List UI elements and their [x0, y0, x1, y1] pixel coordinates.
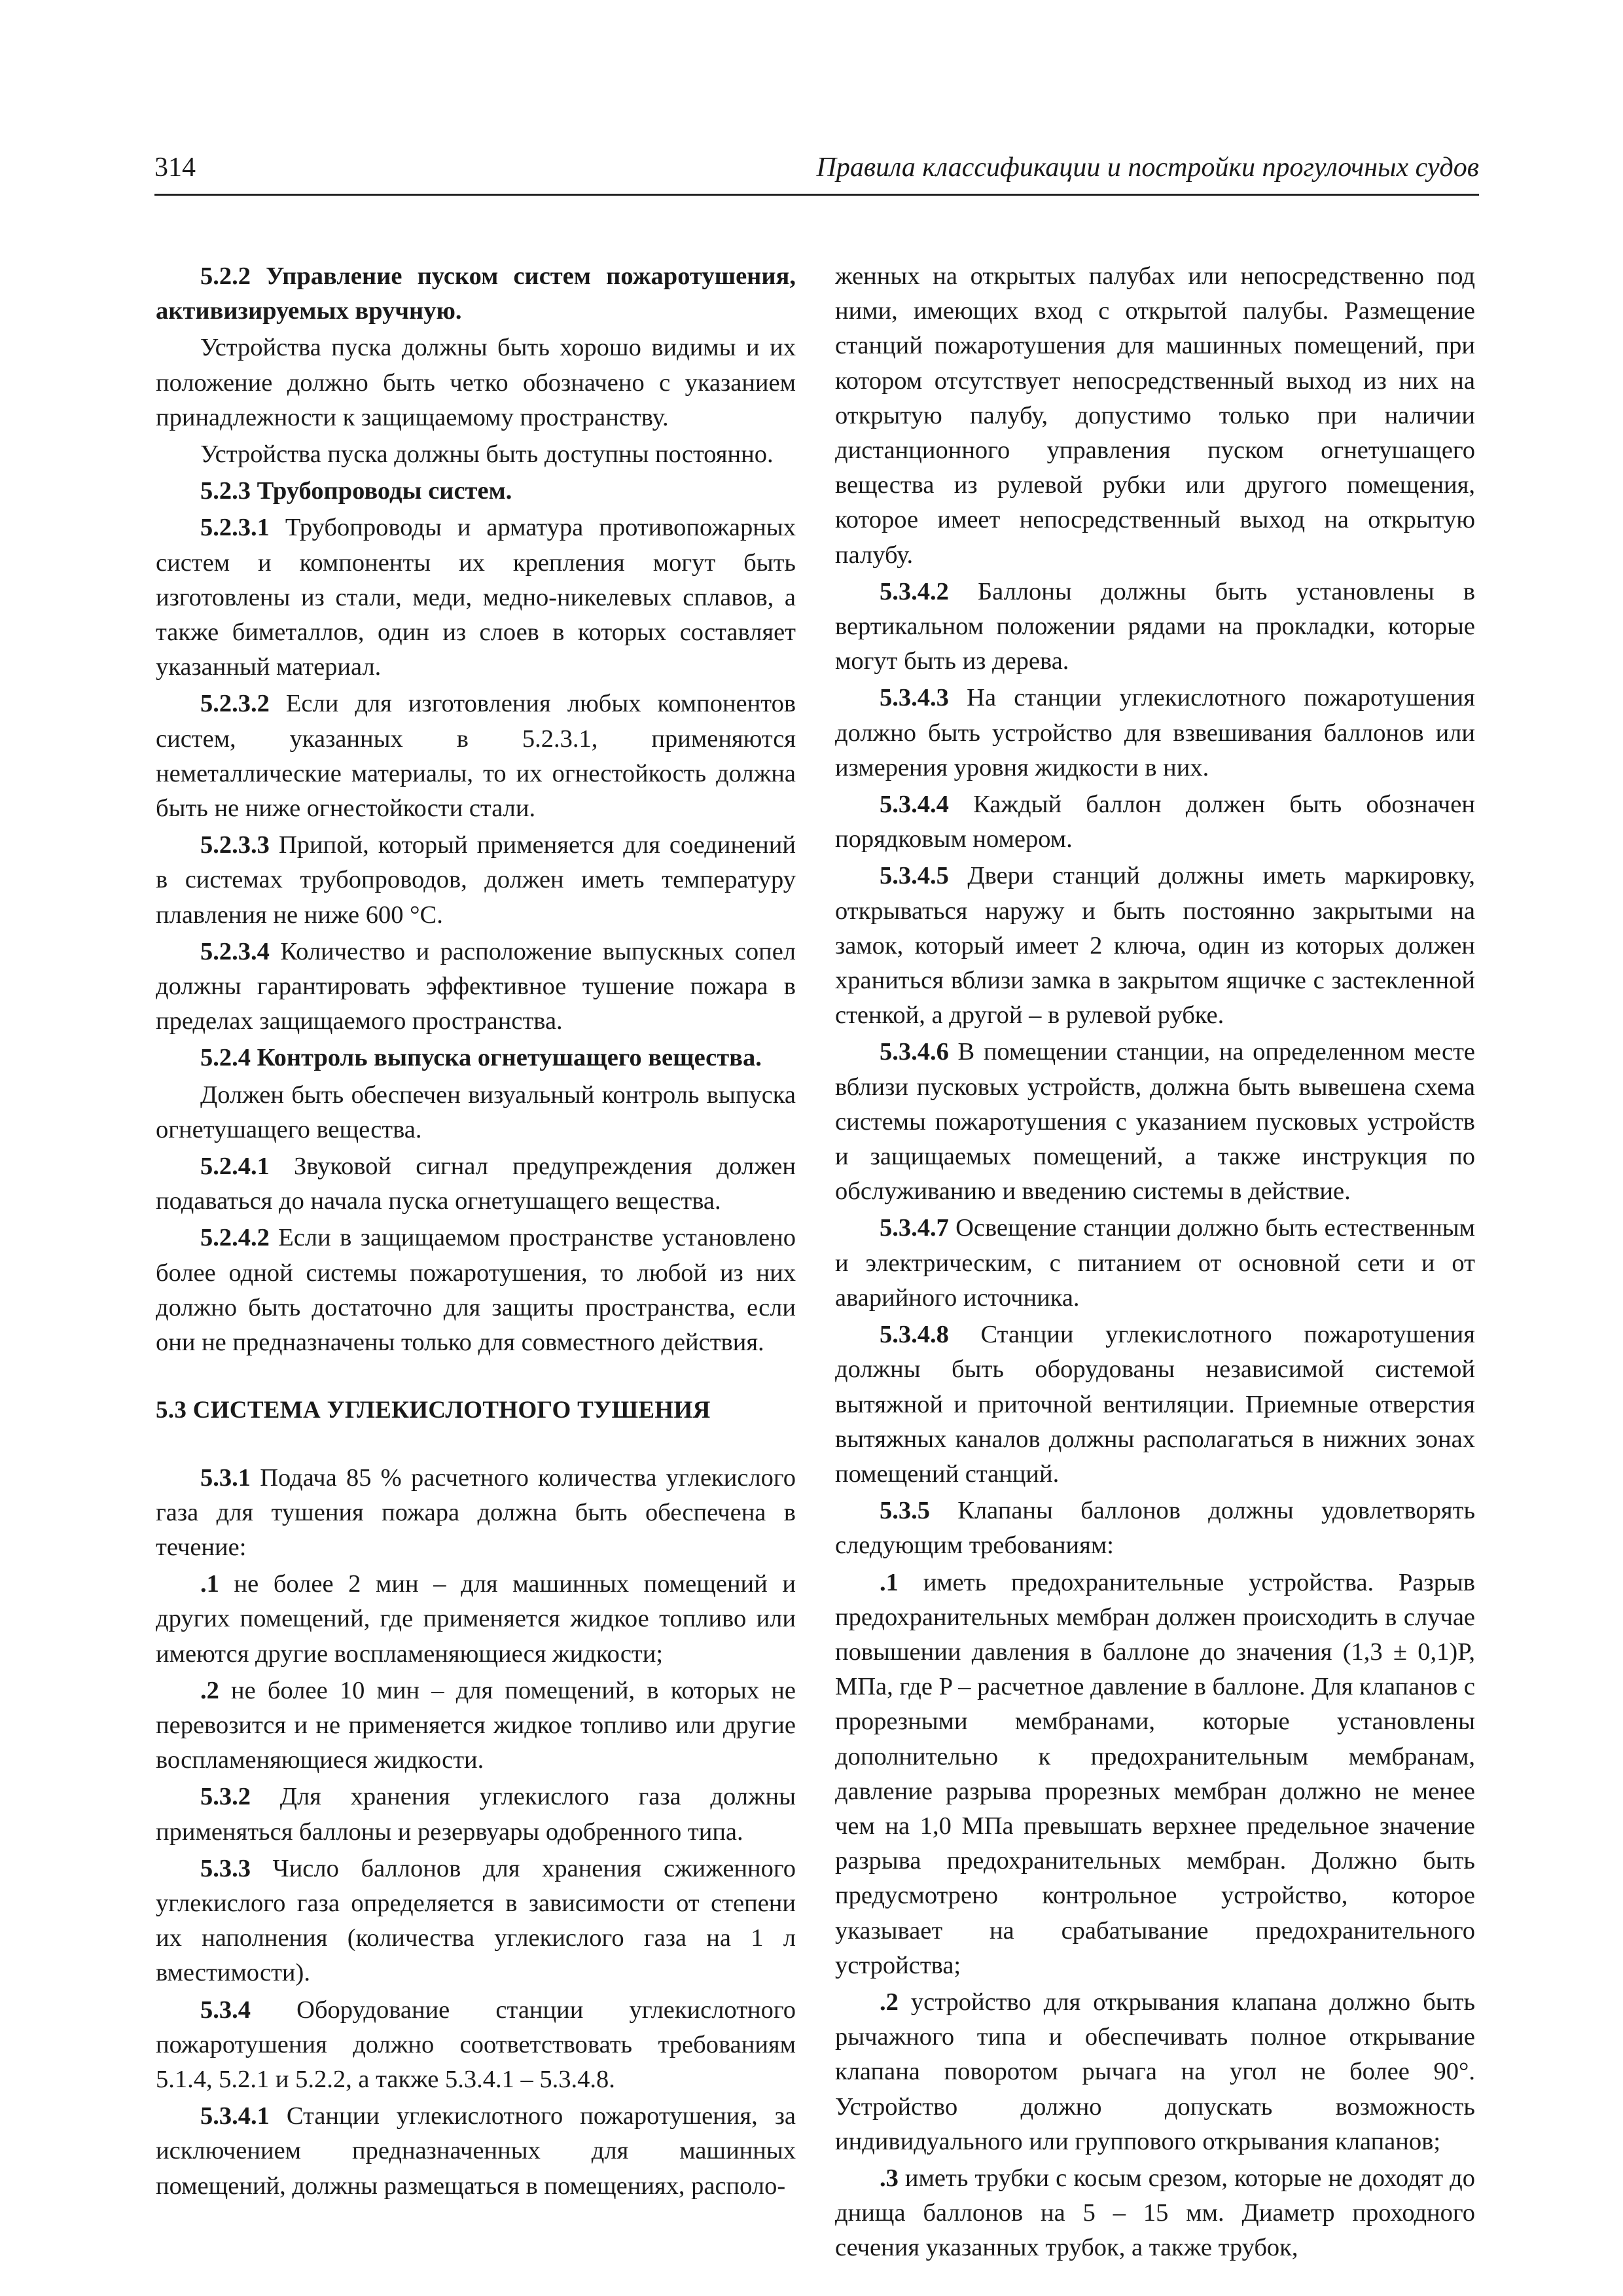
paragraph-text: Звуковой сигнал предупреждения должен подаваться до начала пуска огнетушащего вещества. [156, 1153, 796, 1215]
clause-number: 5.2.3 [200, 477, 251, 505]
paragraph [156, 1852, 796, 1991]
paragraph [835, 681, 1475, 785]
paragraph [156, 1993, 796, 2098]
paragraph-text: Освещение станции должно быть естественным и электрическим, с питанием от основной сети и от аварийного источника. [835, 1214, 1475, 1312]
paragraph [156, 1780, 796, 1849]
left-column [156, 259, 796, 2206]
paragraph [156, 437, 796, 472]
clause-number: 5.2.2 [200, 262, 251, 290]
paragraph [156, 935, 796, 1039]
paragraph [835, 787, 1475, 857]
paragraph [156, 474, 796, 509]
paragraph [156, 331, 796, 435]
section-title [156, 1393, 796, 1427]
paragraph-text: Устройства пуска должны быть доступны постоянно. [200, 440, 774, 469]
clause-number: 5.3.3 [200, 1854, 251, 1882]
page-header [154, 152, 1479, 194]
clause-number: 5.2.3.3 [200, 831, 270, 859]
paragraph-text: Должен быть обеспечен визуальный контроль выпуска огнетушащего вещества. [156, 1081, 796, 1143]
paragraph-text: Контроль выпуска огнетушащего вещества. [251, 1044, 762, 1072]
paragraph-text: Число баллонов для хранения сжиженного углекислого газа определяется в зависимости от степени их наполнения (количества углекислого газа на 1 л вместимости). [156, 1854, 796, 1987]
paragraph-text: В помещении станции, на определенном месте вблизи пусковых устройств, должна быть вывешена схема системы пожаротушения с указанием пусковых устройств и защищаемых помещений, а также инструкция по обслуживанию и введению системы в действие. [835, 1038, 1475, 1206]
clause-number: 5.2.4 [200, 1044, 251, 1072]
paragraph [156, 1461, 796, 1566]
paragraph-text: Если в защищаемом пространстве установлено более одной системы пожаротушения, то любой из них должно быть достаточно для защиты пространства, если они не предназначены только для совместного действия. [156, 1224, 796, 1357]
paragraph [156, 1149, 796, 1219]
clause-number: 5.2.4.2 [200, 1224, 270, 1252]
section-title-text: 5.3 СИСТЕМА УГЛЕКИСЛОТНОГО ТУШЕНИЯ [156, 1397, 711, 1424]
paragraph [156, 1078, 796, 1147]
paragraph [835, 1494, 1475, 1563]
running-title: Правила классификации и постройки прогулочных судов [816, 152, 1479, 183]
paragraph-text: Оборудование станции углекислотного пожаротушения должно соответствовать требованиям 5.1.4, 5.2.1 и 5.2.2, а также 5.3.4.1 – 5.3.4.8. [156, 1996, 796, 2093]
clause-number: .3 [880, 2164, 899, 2192]
paragraph-text: иметь трубки с косым срезом, которые не доходят до днища баллонов на 5 – 15 мм. Диаметр проходного сечения указанных трубок, а также трубок, [835, 2164, 1475, 2262]
clause-number: 5.2.3.4 [200, 937, 270, 965]
paragraph [835, 1318, 1475, 1492]
page-number: 314 [154, 152, 196, 183]
paragraph [835, 2161, 1475, 2266]
clause-number: 5.3.4.5 [880, 862, 949, 890]
clause-number: .2 [880, 1988, 899, 2016]
paragraph [156, 1674, 796, 1778]
paragraph [835, 259, 1475, 573]
paragraph-text: Двери станций должны иметь маркировку, открываться наружу и быть постоянно закрытыми на замок, который имеет 2 ключа, один из которых должен храниться вблизи замка в закрытом ящичке с застекленной стенкой, а другой – в рулевой рубке. [835, 862, 1475, 1030]
paragraph-text: Каждый баллон должен быть обозначен порядковым номером. [835, 791, 1475, 853]
paragraph-text: Если для изготовления любых компонентов систем, указанных в 5.2.3.1, применяются неметаллические материалы, то их огнестойкость должна быть не ниже огнестойкости стали. [156, 690, 796, 823]
header-rule [154, 194, 1479, 196]
paragraph [835, 1035, 1475, 1209]
paragraph-text: устройство для открывания клапана должно быть рычажного типа и обеспечивать полное открывание клапана поворотом рычага на угол не более 90°. Устройство должно допускать возможность индивидуального или группового открывания клапанов; [835, 1988, 1475, 2155]
paragraph-text: Устройства пуска должны быть хорошо видимы и их положение должно быть четко обозначено с указанием принадлежности к защищаемому пространству. [156, 334, 796, 431]
paragraph-text: Количество и расположение выпускных сопел должны гарантировать эффективное тушение пожара в пределах защищаемого пространства. [156, 937, 796, 1035]
clause-number: 5.3.4.3 [880, 684, 949, 712]
clause-number: .2 [200, 1676, 219, 1704]
paragraph-text: Трубопроводы и арматура противопожарных систем и компоненты их крепления могут быть изготовлены из стали, меди, медно-никелевых сплавов, а также биметаллов, один из слоев в которых составляет указанный материал. [156, 514, 796, 681]
clause-number: 5.3.1 [200, 1463, 251, 1492]
paragraph-text: Подача 85 % расчетного количества углекислого газа для тушения пожара должна быть обеспечена в течение: [156, 1463, 796, 1561]
paragraph-text: Клапаны баллонов должны удовлетворять следующим требованиям: [835, 1497, 1475, 1560]
clause-number: .1 [880, 1568, 899, 1596]
paragraph-text: Баллоны должны быть установлены в вертикальном положении рядами на прокладки, которые могут быть из дерева. [835, 577, 1475, 675]
paragraph [156, 1221, 796, 1360]
paragraph-text: иметь предохранительные устройства. Разрыв предохранительных мембран должен происходить в случае повышении давления в баллоне до значения (1,3 ± 0,1)P, МПа, где P – расчетное давление в баллоне. Для клапанов с прорезными мембранами, которые установлены дополнительно к предохранительным мембранам, давление разрыва прорезных мембран должно не менее чем на 1,0 МПа превышать верхнее предельное значение разрыва предохранительных мембран. Должно быть предусмотрено контрольное устройство, которое указывает на срабатывание предохранительного устройства; [835, 1568, 1475, 1979]
clause-number: 5.3.4.8 [880, 1321, 949, 1349]
paragraph [156, 511, 796, 685]
clause-number: 5.2.4.1 [200, 1153, 270, 1181]
paragraph [835, 1985, 1475, 2159]
paragraph-text: На станции углекислотного пожаротушения должно быть устройство для взвешивания баллонов или измерения уровня жидкости в них. [835, 684, 1475, 781]
paragraph-text: не более 10 мин – для помещений, в которых не перевозится и не применяется жидкое топливо или другие воспламеняющиеся жидкости. [156, 1676, 796, 1774]
clause-number: 5.3.4.4 [880, 791, 949, 819]
paragraph-text: Трубопроводы систем. [251, 477, 512, 505]
paragraph [835, 1566, 1475, 1983]
paragraph-text: Станции углекислотного пожаротушения должны быть оборудованы независимой системой вытяжной и приточной вентиляции. Приемные отверстия вытяжных каналов должны располагаться в нижних зонах помещений станций. [835, 1321, 1475, 1488]
clause-number: 5.3.4.1 [200, 2102, 270, 2130]
paragraph [156, 1041, 796, 1075]
paragraph-text: Припой, который применяется для соединений в системах трубопроводов, должен иметь температуру плавления не ниже 600 °С. [156, 831, 796, 929]
paragraph [156, 259, 796, 329]
clause-number: 5.3.4 [200, 1996, 251, 2024]
paragraph-text: женных на открытых палубах или непосредственно под ними, имеющих вход с открытой палубы. Размещение станций пожаротушения для машинных помещений, при котором отсутствует непосредственный выход из них на открытую палубу, допустимо только при наличии дистанционного управления пуском огнетушащего вещества из рулевой рубки или другого помещения, которое имеет непосредственный выход на открытую палубу. [835, 262, 1475, 569]
paragraph [156, 687, 796, 826]
clause-number: 5.3.4.2 [880, 577, 949, 605]
clause-number: 5.3.4.7 [880, 1214, 949, 1242]
clause-number: 5.2.3.1 [200, 514, 270, 542]
clause-number: 5.2.3.2 [200, 690, 270, 718]
clause-number: 5.3.2 [200, 1783, 251, 1811]
clause-number: 5.3.4.6 [880, 1038, 949, 1066]
paragraph [156, 2099, 796, 2204]
clause-number: .1 [200, 1570, 219, 1598]
paragraph [835, 575, 1475, 679]
right-column [835, 259, 1475, 2268]
paragraph-text: Станции углекислотного пожаротушения, за исключением предназначенных для машинных помещений, должны размещаться в помещениях, располо- [156, 2102, 796, 2200]
paragraph-text: Для хранения углекислого газа должны применяться баллоны и резервуары одобренного типа. [156, 1783, 796, 1846]
paragraph [156, 1567, 796, 1672]
paragraph-text: Управление пуском систем пожаротушения, активизируемых вручную. [156, 262, 796, 325]
paragraph [835, 859, 1475, 1033]
clause-number: 5.3.5 [880, 1497, 930, 1525]
paragraph-text: не более 2 мин – для машинных помещений и других помещений, где применяется жидкое топливо или имеются другие воспламеняющиеся жидкости; [156, 1570, 796, 1668]
paragraph [156, 828, 796, 933]
paragraph [835, 1211, 1475, 1316]
